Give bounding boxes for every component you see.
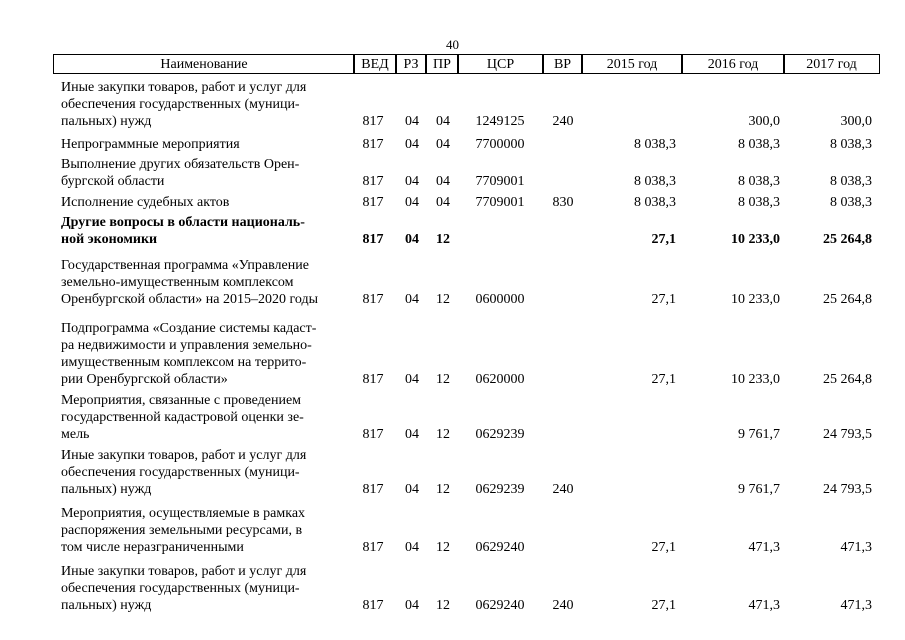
cell-y2016: 8 038,3 xyxy=(738,195,780,210)
cell-y2015: 8 038,3 xyxy=(634,174,676,189)
cell-y2016: 9 761,7 xyxy=(738,482,780,497)
cell-y2017: 300,0 xyxy=(840,114,872,129)
cell-pr: 04 xyxy=(436,174,450,189)
cell-csr: 1249125 xyxy=(475,114,525,129)
cell-y2017: 24 793,5 xyxy=(823,482,872,497)
row-name-line: пальных) нужд xyxy=(61,482,152,497)
row-name-line: бургской области xyxy=(61,174,165,189)
cell-y2016: 10 233,0 xyxy=(731,232,780,247)
row-name-line: земельно-имущественным комплексом xyxy=(61,275,294,290)
cell-y2015: 8 038,3 xyxy=(634,137,676,152)
cell-ved: 817 xyxy=(362,292,384,307)
cell-csr: 0629239 xyxy=(475,482,525,497)
cell-y2017: 8 038,3 xyxy=(830,174,872,189)
row-name-line: государственной кадастровой оценки зе- xyxy=(61,410,304,425)
cell-pr: 04 xyxy=(436,195,450,210)
row-name-line: распоряжения земельными ресурсами, в xyxy=(61,523,303,538)
cell-pr: 12 xyxy=(436,372,450,387)
cell-csr: 7700000 xyxy=(475,137,525,152)
cell-rz: 04 xyxy=(405,292,419,307)
cell-y2015: 27,1 xyxy=(651,540,676,555)
cell-csr: 0600000 xyxy=(475,292,525,307)
row-name-line: ной экономики xyxy=(61,232,158,247)
cell-vr: 240 xyxy=(552,114,574,129)
cell-rz: 04 xyxy=(405,598,419,613)
cell-ved: 817 xyxy=(362,540,384,555)
cell-pr: 04 xyxy=(436,137,450,152)
row-name-line: Мероприятия, связанные с проведением xyxy=(61,393,302,408)
cell-y2015: 8 038,3 xyxy=(634,195,676,210)
header-vr: ВР xyxy=(542,54,583,74)
page-number: 40 xyxy=(446,37,459,52)
cell-pr: 12 xyxy=(436,232,450,247)
row-name-line: Иные закупки товаров, работ и услуг для xyxy=(61,564,307,579)
cell-y2017: 8 038,3 xyxy=(830,137,872,152)
cell-y2015: 27,1 xyxy=(651,232,676,247)
header-2015: 2015 год xyxy=(581,54,683,74)
row-name-line: пальных) нужд xyxy=(61,598,152,613)
row-name-line: Непрограммные мероприятия xyxy=(61,137,240,152)
cell-rz: 04 xyxy=(405,114,419,129)
cell-y2016: 8 038,3 xyxy=(738,137,780,152)
cell-csr: 7709001 xyxy=(475,174,525,189)
cell-rz: 04 xyxy=(405,195,419,210)
row-name-line: Иные закупки товаров, работ и услуг для xyxy=(61,448,307,463)
header-csr: ЦСР xyxy=(457,54,544,74)
cell-pr: 12 xyxy=(436,540,450,555)
row-name-line: Исполнение судебных актов xyxy=(61,195,230,210)
cell-csr: 0629240 xyxy=(475,598,525,613)
cell-y2016: 9 761,7 xyxy=(738,427,780,442)
cell-ved: 817 xyxy=(362,232,384,247)
cell-y2016: 8 038,3 xyxy=(738,174,780,189)
cell-y2016: 300,0 xyxy=(748,114,780,129)
cell-pr: 12 xyxy=(436,427,450,442)
cell-csr: 7709001 xyxy=(475,195,525,210)
cell-ved: 817 xyxy=(362,427,384,442)
cell-y2016: 10 233,0 xyxy=(731,292,780,307)
cell-y2015: 27,1 xyxy=(651,292,676,307)
cell-ved: 817 xyxy=(362,598,384,613)
header-name: Наименование xyxy=(53,54,355,74)
cell-rz: 04 xyxy=(405,137,419,152)
cell-ved: 817 xyxy=(362,195,384,210)
cell-y2017: 8 038,3 xyxy=(830,195,872,210)
row-name-line: ра недвижимости и управления земельно- xyxy=(61,338,312,353)
header-2016: 2016 год xyxy=(681,54,785,74)
row-name-line: имущественным комплексом на террито- xyxy=(61,355,307,370)
row-name-line: Выполнение других обязательств Орен- xyxy=(61,157,300,172)
cell-rz: 04 xyxy=(405,372,419,387)
row-name-line: том числе неразграниченными xyxy=(61,540,244,555)
cell-csr: 0620000 xyxy=(475,372,525,387)
cell-rz: 04 xyxy=(405,540,419,555)
cell-ved: 817 xyxy=(362,174,384,189)
cell-y2017: 471,3 xyxy=(840,540,872,555)
cell-ved: 817 xyxy=(362,114,384,129)
row-name-line: Иные закупки товаров, работ и услуг для xyxy=(61,80,307,95)
cell-y2017: 471,3 xyxy=(840,598,872,613)
row-name-line: обеспечения государственных (муници- xyxy=(61,97,300,112)
cell-y2015: 27,1 xyxy=(651,598,676,613)
cell-pr: 04 xyxy=(436,114,450,129)
cell-rz: 04 xyxy=(405,482,419,497)
cell-pr: 12 xyxy=(436,598,450,613)
cell-rz: 04 xyxy=(405,174,419,189)
row-name-line: обеспечения государственных (муници- xyxy=(61,581,300,596)
cell-y2016: 471,3 xyxy=(748,598,780,613)
cell-vr: 830 xyxy=(552,195,574,210)
row-name-line: Мероприятия, осуществляемые в рамках xyxy=(61,506,306,521)
cell-y2017: 25 264,8 xyxy=(823,372,872,387)
cell-ved: 817 xyxy=(362,372,384,387)
cell-y2017: 24 793,5 xyxy=(823,427,872,442)
row-name-line: мель xyxy=(61,427,90,442)
cell-vr: 240 xyxy=(552,482,574,497)
cell-ved: 817 xyxy=(362,482,384,497)
cell-ved: 817 xyxy=(362,137,384,152)
header-rz: РЗ xyxy=(395,54,427,74)
row-name-line: обеспечения государственных (муници- xyxy=(61,465,300,480)
cell-y2016: 471,3 xyxy=(748,540,780,555)
cell-rz: 04 xyxy=(405,232,419,247)
row-name-line: Другие вопросы в области националь- xyxy=(61,215,305,230)
cell-vr: 240 xyxy=(552,598,574,613)
cell-pr: 12 xyxy=(436,292,450,307)
row-name-line: Государственная программа «Управление xyxy=(61,258,309,273)
cell-pr: 12 xyxy=(436,482,450,497)
row-name-line: рии Оренбургской области» xyxy=(61,372,228,387)
header-2017: 2017 год xyxy=(783,54,880,74)
cell-csr: 0629239 xyxy=(475,427,525,442)
cell-y2017: 25 264,8 xyxy=(823,232,872,247)
row-name-line: Подпрограмма «Создание системы кадаст- xyxy=(61,321,317,336)
cell-csr: 0629240 xyxy=(475,540,525,555)
cell-y2016: 10 233,0 xyxy=(731,372,780,387)
header-pr: ПР xyxy=(425,54,459,74)
row-name-line: Оренбургской области» на 2015–2020 годы xyxy=(61,292,318,307)
header-ved: ВЕД xyxy=(353,54,397,74)
row-name-line: пальных) нужд xyxy=(61,114,152,129)
cell-rz: 04 xyxy=(405,427,419,442)
cell-y2017: 25 264,8 xyxy=(823,292,872,307)
cell-y2015: 27,1 xyxy=(651,372,676,387)
